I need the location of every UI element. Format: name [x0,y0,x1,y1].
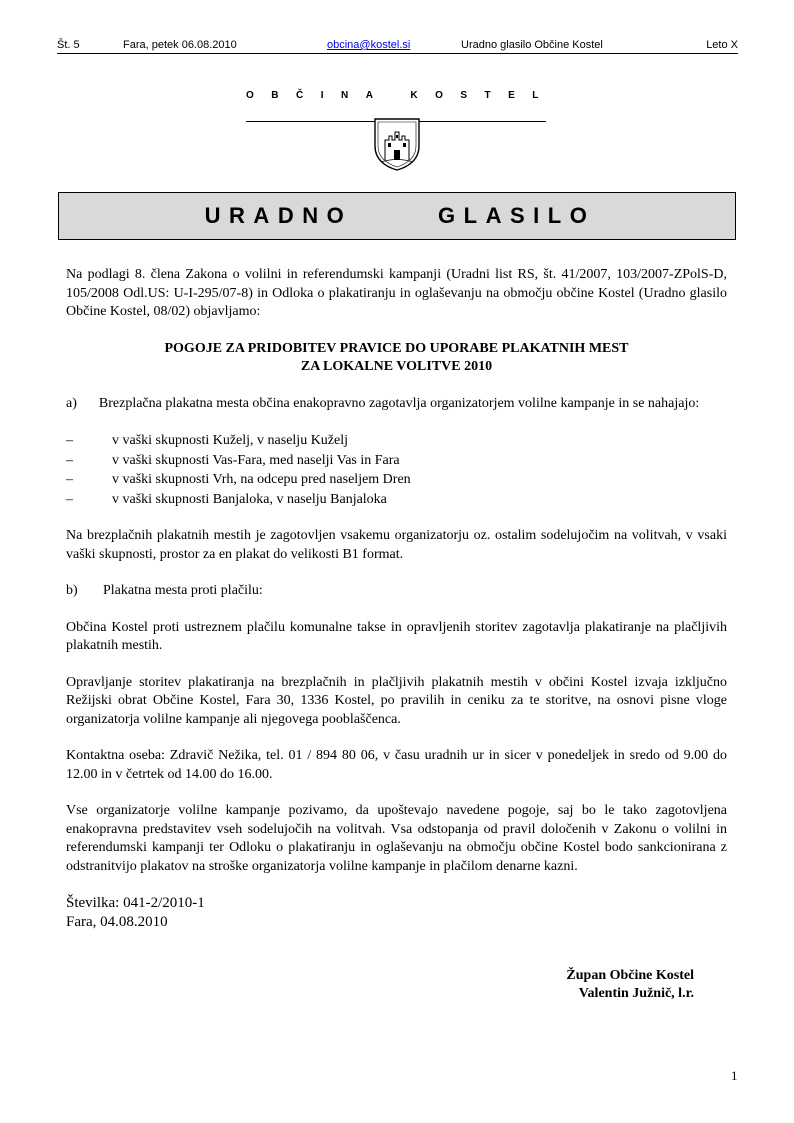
document-number: Številka: 041-2/2010-1 [66,895,205,911]
email-link[interactable]: obcina@kostel.si [327,39,411,51]
document-place-date: Fara, 04.08.2010 [66,913,168,930]
signatory-role: Župan Občine Kostel [566,968,694,983]
list-dash: – [66,472,73,487]
issue-number: Št. 5 [57,39,80,51]
signatory-name: Valentin Južnič, l.r. [578,985,694,1001]
section-b [66,582,727,601]
list-dash: – [66,491,73,507]
municipality-name: OBČINA KOSTEL [246,90,556,101]
paid-spaces-paragraph: Občina Kostel proti ustreznem plačilu komunalne takse in opravljenih storitev zagotavlja plakatiranje na plačljivih plakatnih mestih. [66,619,727,653]
list-dash: – [66,433,73,448]
list-dash: – [66,452,73,468]
section-a-label: a) [66,395,77,411]
section-b-label: b) [66,583,78,598]
publication-name: Uradno glasilo Občine Kostel [461,39,603,51]
gazette-banner [58,192,736,240]
header-date: Fara, petek 06.08.2010 [123,39,237,51]
closing-paragraph: Vse organizatorje volilne kampanje pozivamo, da upoštevajo navedene pogoje, saj bo le tako zagotovljena enakopravna predstavitev vseh sodelujočih na volitvah. Vsa odstopanja od pravil določenih v Zakonu o volilni in referendumski kampanji ter Odloku o plakatiranju in oglaševanju na območju občine Kostel bodo sankcionirana z odstranitvijo plakatov na stroške organizatorja volilne kampanje in plačilom denarne kazni. [66,803,727,874]
document-title-line-2: ZA LOKALNE VOLITVE 2010 [300,359,493,374]
location-text: v vaški skupnosti Kuželj, v naselju Kuželj [112,433,349,448]
list-item [66,490,727,510]
page-header [57,38,738,54]
page-number: 1 [731,1068,738,1083]
section-a-text: Brezplačna plakatna mesta občina enakopravno zagotavlja organizatorjem volilne kampanje in se nahajajo: [98,395,700,411]
contact-paragraph: Kontaktna oseba: Zdravič Nežika, tel. 01 / 894 80 06, v času uradnih ur in sicer v ponedeljek in sredo od 9.00 do 12.00 in v četrtek od 14.00 do 16.00. [66,748,727,782]
list-item [66,470,727,490]
section-a [66,395,727,414]
document-title-line-1: POGOJE ZA PRIDOBITEV PRAVICE DO UPORABE PLAKATNIH MEST [164,340,629,356]
location-text: v vaški skupnosti Banjaloka, v naselju Banjaloka [112,491,387,507]
section-b-text: Plakatna mesta proti plačilu: [103,583,263,598]
services-paragraph: Opravljanje storitev plakatiranja na brezplačnih in plačljivih plakatnih mestih v občini Kostel izvaja izključno Režijski obrat Občine Kostel, Fara 30, 1336 Kostel, po pravilih in ceniku za te storitve, na osnovi pisne vloge organizatorja volilne kampanje ali njegovega pooblaščenca. [66,674,727,727]
document-body [66,266,727,931]
list-item [66,451,727,471]
list-item [66,431,727,451]
location-text: v vaški skupnosti Vrh, na odcepu pred naseljem Dren [112,472,411,487]
free-spaces-paragraph: Na brezplačnih plakatnih mestih je zagotovljen vsakemu organizatorju oz. ostalim sodelujočim na volitvah, v vsaki vaški skupnosti, prostor za en plakat do velikosti B1 format. [66,528,727,562]
gazette-title: URADNO GLASILO [204,203,596,228]
intro-paragraph: Na podlagi 8. člena Zakona o volilni in referendumski kampanji (Uradni list RS, št. 41/2007, 103/2007-ZPolS-D, 105/2008 Odl.US: U-I-295/07-8) in Odloka o plakatiranju in oglaševanju na območju občine Kostel (Uradno glasilo Občine Kostel, 08/02) objavljamo: [66,267,727,319]
location-text: v vaški skupnosti Vas-Fara, med naselji Vas in Fara [112,452,400,468]
location-list [66,431,727,509]
coat-of-arms-icon [372,116,422,172]
signature-block [566,967,694,1002]
volume-year: Leto X [706,39,738,51]
